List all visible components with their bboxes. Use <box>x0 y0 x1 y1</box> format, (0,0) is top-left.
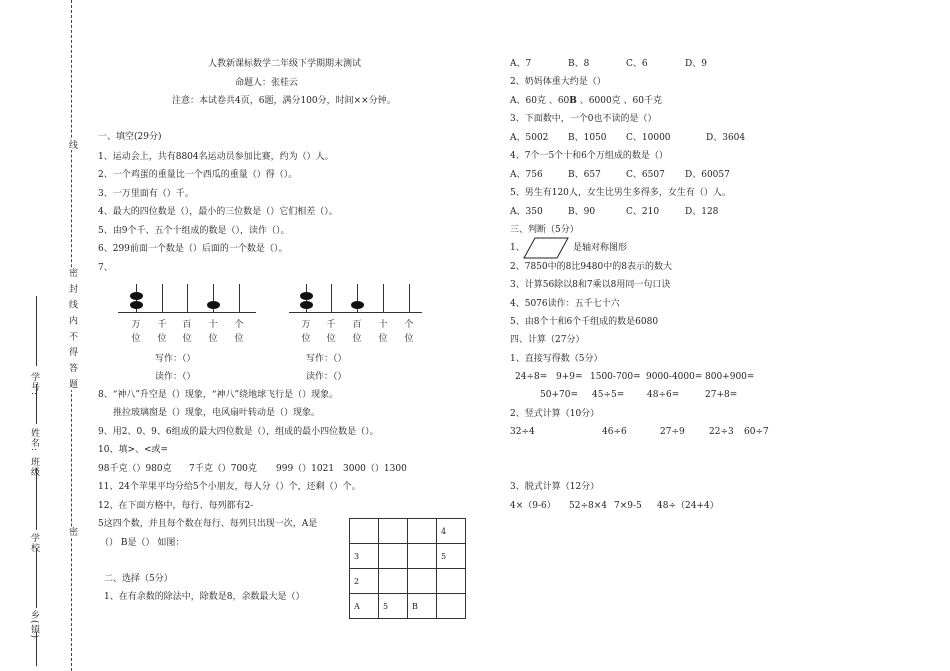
place-label: 万 位 <box>301 320 311 344</box>
fill-q8-line1: 8、“神八”升空是（）现象，“神八”绕地球飞行是（）现象。 <box>98 390 339 400</box>
binding-seal-label: 密 <box>67 527 77 537</box>
calc-item: 1500-700= <box>590 372 641 382</box>
option: C、6 <box>626 59 648 69</box>
option: B、8 <box>568 59 590 69</box>
grid-cell <box>350 519 379 544</box>
option: A、756 <box>510 170 543 180</box>
choice-q2: 2、奶妈体重大约是（） <box>510 77 606 87</box>
abacus-left-read: 读作：（） <box>155 372 196 382</box>
option: B、657 <box>568 170 601 180</box>
vertical-calc-item: 27÷9 <box>660 427 685 437</box>
fill-q11: 11、24个苹果平均分给5个小朋友，每人分（）个，还剩（）个。 <box>98 482 361 492</box>
grid-cell <box>408 519 437 544</box>
parallelogram-figure <box>523 236 569 260</box>
vertical-calc-item: 46÷6 <box>602 427 627 437</box>
compare-item: 999（）1021 <box>276 464 335 474</box>
grid-cell: 4 <box>437 519 466 544</box>
grid-cell <box>408 544 437 569</box>
grid-cell <box>408 569 437 594</box>
judge-q5: 5、由8个十和6个千组成的数是6080 <box>510 317 659 327</box>
school-field[interactable] <box>36 548 37 608</box>
township-label: 乡(镇) <box>29 610 39 640</box>
township-field[interactable] <box>36 632 37 666</box>
calc-item: 50+70= <box>540 390 578 400</box>
abacus-right-write: 写作：（） <box>306 354 347 364</box>
school-label: 学校 <box>29 533 39 553</box>
student-id-field[interactable] <box>36 296 37 366</box>
section-1-title: 一、填空(29分) <box>98 132 162 142</box>
fill-q8-line2: 推拉玻璃窗是（）现象，电风扇叶转动是（）现象。 <box>113 408 321 418</box>
student-id-label: 学号: <box>29 372 39 397</box>
option: B、1050 <box>568 133 607 143</box>
compare-item: 98千克（）980克 <box>98 464 172 474</box>
fill-q12-line2: 5这四个数，并且每个数在每行、每列只出现一次，A是 <box>98 519 318 529</box>
calc-1-title: 1、直接写得数（5分） <box>510 354 603 364</box>
name-label: 姓名: <box>29 428 39 453</box>
calc-item: 9000-4000= <box>646 372 703 382</box>
option: A、7 <box>510 59 532 69</box>
judge-q1-num: 1、 <box>510 243 525 253</box>
grid-cell <box>437 569 466 594</box>
stepwise-calc-item: 48÷（24+4） <box>657 501 719 511</box>
option: D、3604 <box>706 133 746 143</box>
judge-q3: 3、计算56除以8和7乘以8用同一句口诀 <box>510 280 671 290</box>
fill-q2: 2、一个鸡蛋的重量比一个西瓜的重量（）得（）。 <box>98 170 298 180</box>
compare-item: 3000（）1300 <box>343 464 407 474</box>
choice-q1: 1、在有余数的除法中，除数是8，余数最大是（） <box>104 592 305 602</box>
exam-notice: 注意：本试卷共4页，6题，满分100分，时间××分钟。 <box>172 96 396 106</box>
fill-q12-line1: 12、在下面方格中，每行、每列都有2- <box>98 501 254 511</box>
fill-q7: 7、 <box>98 263 113 273</box>
abacus-right-read: 读作：（） <box>306 372 347 382</box>
place-label: 个 位 <box>234 320 244 344</box>
vertical-calc-item: 32÷4 <box>510 427 535 437</box>
calc-item: 800+900= <box>705 372 755 382</box>
calc-item: 27+8= <box>705 390 738 400</box>
option: C、6507 <box>626 170 665 180</box>
exam-title: 人教新课标数学二年级下学期期末测试 <box>208 59 362 69</box>
place-label: 百 位 <box>182 320 192 344</box>
option: D、60057 <box>685 170 730 180</box>
place-label: 个 位 <box>404 320 414 344</box>
grid-cell <box>379 519 408 544</box>
fill-q6: 6、299前面一个数是（）后面的一个数是（）。 <box>98 244 288 254</box>
section-2-title: 二、选择（5分） <box>104 574 173 584</box>
vertical-calc-item: 60÷7 <box>744 427 769 437</box>
place-label: 百 位 <box>352 320 362 344</box>
grid-cell <box>379 544 408 569</box>
choice-q3: 3、下面数中，一个0也不读的是（） <box>510 114 657 124</box>
calc-item: 24÷8= <box>515 372 548 382</box>
calc-2-title: 2、竖式计算（10分） <box>510 409 600 419</box>
place-label: 十 位 <box>208 320 218 344</box>
judge-q4: 4、5076读作：五千七十六 <box>510 299 620 309</box>
place-label: 万 位 <box>131 320 141 344</box>
choice-q4: 4、7个一5个十和6个万组成的数是（） <box>510 151 668 161</box>
option: B、90 <box>568 207 596 217</box>
judge-q1-text: 是轴对称图形 <box>573 243 628 253</box>
grid-cell: 3 <box>350 544 379 569</box>
place-label: 千 位 <box>157 320 167 344</box>
abacus-bead <box>207 301 220 309</box>
option: D、9 <box>685 59 707 69</box>
binding-seal-notice: 密 封 线 内 不 得 答 题 <box>67 268 77 391</box>
option: D、128 <box>685 207 719 217</box>
calc-item: 9+9= <box>556 372 583 382</box>
class-label: 班级 <box>29 457 39 477</box>
stepwise-calc-item: 52÷8×4 <box>569 501 607 511</box>
name-field[interactable] <box>36 384 37 424</box>
abacus-bead <box>130 292 143 300</box>
grid-cell <box>379 569 408 594</box>
grid-cell: A <box>350 594 379 619</box>
vertical-calc-item: 22÷3 <box>709 427 734 437</box>
abacus-bead <box>351 301 364 309</box>
abacus-bead <box>130 301 143 309</box>
calc-3-title: 3、脱式计算（12分） <box>510 482 600 492</box>
number-grid <box>349 518 466 619</box>
fill-q9: 9、用2、0、9、6组成的最大四位数是（），组成的最小四位数是（）。 <box>98 427 379 437</box>
compare-item: 7千克（）700克 <box>189 464 257 474</box>
section-4-title: 四、计算（27分） <box>510 335 585 345</box>
grid-cell <box>437 594 466 619</box>
class-field[interactable] <box>36 468 37 530</box>
fill-q12-line3: （） B是（） 如图： <box>100 538 185 548</box>
grid-cell: 2 <box>350 569 379 594</box>
stepwise-calc-item: 7×9-5 <box>614 501 642 511</box>
choice-q5: 5、男生有120人，女生比男生多得多，女生有（）人。 <box>510 188 731 198</box>
fill-q4: 4、最大的四位数是（），最小的三位数是（）它们相差（）。 <box>98 207 338 217</box>
option: A、350 <box>510 207 543 217</box>
place-label: 千 位 <box>326 320 336 344</box>
fill-q1: 1、运动会上，共有8804名运动员参加比赛，约为（）人。 <box>98 152 334 162</box>
abacus-bead <box>300 292 313 300</box>
judge-q2: 2、7850中的8比9480中的8表示的数大 <box>510 262 672 272</box>
binding-line-label: 线 <box>67 140 77 150</box>
option: A、5002 <box>510 133 549 143</box>
calc-item: 48÷6= <box>647 390 680 400</box>
grid-cell: 5 <box>379 594 408 619</box>
option: C、10000 <box>626 133 671 143</box>
choice-q2-options: A、60克 、60B 、6000克 、60千克 <box>510 96 662 106</box>
grid-cell: 5 <box>437 544 466 569</box>
grid-cell: B <box>408 594 437 619</box>
section-3-title: 三、判断（5分） <box>510 225 579 235</box>
place-label: 十 位 <box>378 320 388 344</box>
fill-q10: 10、填>、<或= <box>98 445 169 455</box>
fill-q5: 5、由9个千、五个十组成的数是（），读作（）。 <box>98 226 290 236</box>
option: C、210 <box>626 207 660 217</box>
abacus-left-write: 写作：（） <box>155 354 196 364</box>
stepwise-calc-item: 4×（9-6） <box>510 501 556 511</box>
exam-author: 命题人：张桂云 <box>235 78 299 88</box>
calc-item: 45÷5= <box>592 390 625 400</box>
fill-q3: 3、一万里面有（）千。 <box>98 189 194 199</box>
abacus-bead <box>300 301 313 309</box>
